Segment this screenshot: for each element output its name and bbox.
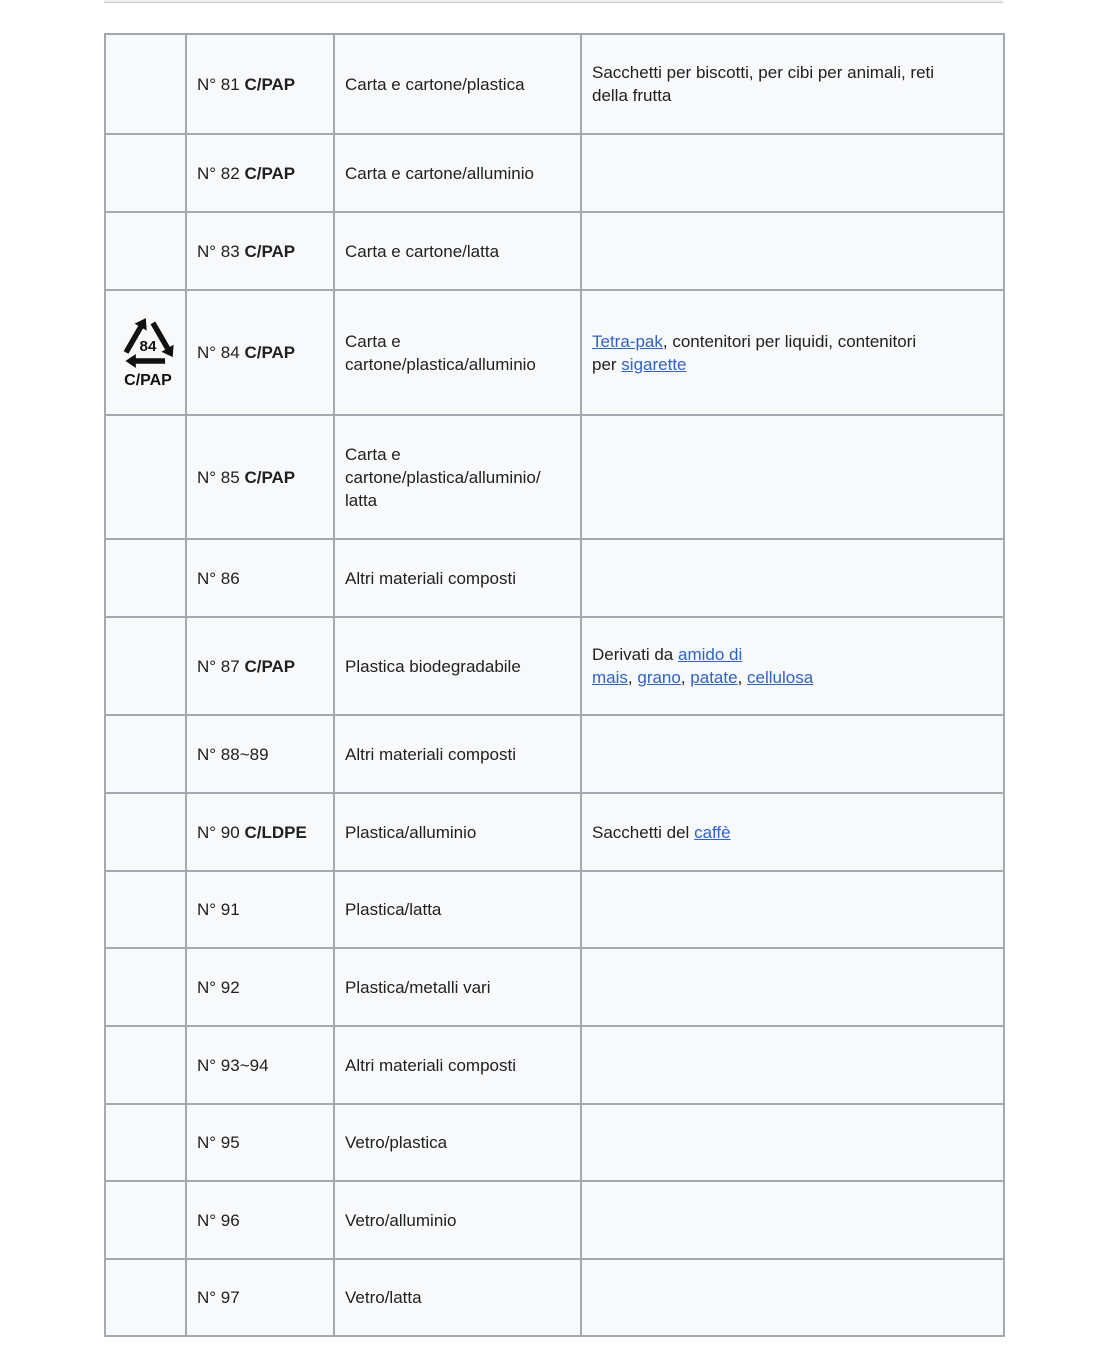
material-cell (334, 290, 581, 415)
recycling-number: 84 (139, 337, 157, 355)
code-number: N° 93~94 (197, 1055, 269, 1075)
code-number: N° 96 (197, 1210, 240, 1230)
code-number: N° 97 (197, 1288, 240, 1307)
code-number: N° 91 (197, 900, 240, 919)
examples-text: Sacchetti del (592, 822, 695, 842)
examples-text: della frutta (592, 86, 672, 105)
examples-cell (581, 1259, 1004, 1336)
symbol-cell (105, 617, 186, 715)
symbol-cell (105, 871, 186, 948)
code-number: N° 87 (197, 656, 245, 676)
material-cell (334, 793, 581, 871)
material-text: Plastica/metalli vari (345, 977, 491, 997)
examples-cell (581, 539, 1004, 617)
code-number: N° 84 (197, 343, 245, 362)
code-cell (186, 290, 334, 415)
symbol-cell (105, 793, 186, 871)
examples-cell (581, 617, 1004, 715)
code-cell (186, 715, 334, 793)
material-cell (334, 1181, 581, 1259)
code-cell (186, 793, 334, 871)
material-text: Carta e (345, 444, 401, 464)
code-cell (186, 1026, 334, 1104)
material-cell (334, 1259, 581, 1336)
recycling-icon (116, 315, 180, 371)
table-row (105, 415, 1004, 539)
table-row (105, 290, 1004, 415)
examples-cell (581, 1181, 1004, 1259)
material-text: cartone/plastica/alluminio/ (345, 467, 541, 487)
table-row (105, 715, 1004, 793)
symbol-cell (105, 415, 186, 539)
link-grano[interactable]: grano (637, 668, 681, 687)
symbol-cell (105, 134, 186, 212)
code-number: N° 82 (197, 163, 245, 183)
table-row (105, 871, 1004, 948)
symbol-cell (105, 948, 186, 1026)
material-text: Vetro/latta (345, 1288, 422, 1307)
material-text: cartone/plastica/alluminio (345, 354, 536, 374)
examples-cell (581, 415, 1004, 539)
material-text: Carta e (345, 331, 401, 351)
code-number: N° 86 (197, 568, 240, 588)
code-cell (186, 34, 334, 134)
code-cell (186, 617, 334, 715)
code-abbrev: C/PAP (244, 241, 296, 261)
material-text: Altri materiali composti (345, 744, 516, 764)
link-sigarette[interactable]: sigarette (621, 354, 687, 374)
examples-text: , (627, 668, 638, 687)
table-row (105, 1181, 1004, 1259)
examples-text: , (737, 668, 748, 687)
examples-cell (581, 871, 1004, 948)
table-row (105, 539, 1004, 617)
link-tetra-pak[interactable]: Tetra-pak (592, 331, 663, 351)
material-text: Vetro/plastica (345, 1133, 448, 1152)
table-row (105, 34, 1004, 134)
code-cell (186, 415, 334, 539)
symbol-cell (105, 34, 186, 134)
code-number: N° 92 (197, 977, 240, 997)
symbol-cell (105, 290, 186, 415)
examples-text: , (680, 668, 691, 687)
code-abbrev: C/PAP (244, 656, 296, 676)
material-text: Carta e cartone/latta (345, 241, 500, 261)
examples-cell (581, 134, 1004, 212)
cropped-previous-table-edge (104, 0, 1003, 3)
examples-cell (581, 1104, 1004, 1181)
code-cell (186, 1104, 334, 1181)
code-cell (186, 1181, 334, 1259)
recycling-label: C/PAP (124, 371, 172, 389)
link-caffe[interactable]: caffè (694, 822, 731, 842)
symbol-cell (105, 1026, 186, 1104)
material-text: Carta e cartone/alluminio (345, 163, 534, 183)
material-cell (334, 715, 581, 793)
material-cell (334, 212, 581, 290)
code-number: N° 85 (197, 467, 245, 487)
table-row (105, 1026, 1004, 1104)
table-row (105, 1259, 1004, 1336)
material-text: Carta e cartone/plastica (345, 74, 525, 94)
link-patate[interactable]: patate (690, 668, 738, 687)
examples-cell (581, 793, 1004, 871)
material-text: Vetro/alluminio (345, 1210, 457, 1230)
material-cell (334, 415, 581, 539)
material-cell (334, 1104, 581, 1181)
table-row (105, 948, 1004, 1026)
material-cell (334, 34, 581, 134)
link-cellulosa[interactable]: cellulosa (747, 668, 814, 687)
material-text: Altri materiali composti (345, 568, 516, 588)
examples-cell (581, 290, 1004, 415)
link-amido-di[interactable]: amido di (677, 645, 743, 664)
examples-cell (581, 948, 1004, 1026)
material-cell (334, 871, 581, 948)
symbol-cell (105, 715, 186, 793)
examples-text: per (592, 354, 622, 374)
material-text: Plastica/latta (345, 900, 442, 919)
recycling-symbol-84-cpap (116, 315, 180, 390)
material-cell (334, 948, 581, 1026)
code-abbrev: C/PAP (244, 163, 296, 183)
examples-text: Derivati da (592, 645, 678, 664)
symbol-cell (105, 1104, 186, 1181)
examples-text: Sacchetti per biscotti, per cibi per animali, reti (592, 63, 935, 82)
examples-text: , contenitori per liquidi, contenitori (662, 331, 917, 351)
examples-cell (581, 1026, 1004, 1104)
material-cell (334, 1026, 581, 1104)
code-number: N° 95 (197, 1133, 240, 1152)
code-abbrev: C/PAP (244, 343, 296, 362)
table-row (105, 134, 1004, 212)
code-number: N° 81 (197, 74, 245, 94)
code-cell (186, 871, 334, 948)
code-cell (186, 134, 334, 212)
code-cell (186, 212, 334, 290)
material-text: Plastica biodegradabile (345, 656, 521, 676)
material-cell (334, 134, 581, 212)
symbol-cell (105, 1259, 186, 1336)
code-abbrev: C/PAP (244, 467, 296, 487)
material-text: Altri materiali composti (345, 1055, 516, 1075)
code-number: N° 88~89 (197, 744, 269, 764)
code-abbrev: C/LDPE (244, 822, 307, 842)
material-cell (334, 617, 581, 715)
code-cell (186, 948, 334, 1026)
code-number: N° 90 (197, 822, 245, 842)
examples-cell (581, 715, 1004, 793)
symbol-cell (105, 539, 186, 617)
examples-cell (581, 34, 1004, 134)
link-mais[interactable]: mais (592, 668, 628, 687)
table-row (105, 793, 1004, 871)
code-cell (186, 539, 334, 617)
table-row (105, 617, 1004, 715)
symbol-cell (105, 212, 186, 290)
recycling-codes-table (104, 33, 1005, 1337)
material-text: latta (345, 490, 378, 510)
code-abbrev: C/PAP (244, 74, 296, 94)
table-row (105, 1104, 1004, 1181)
table-row (105, 212, 1004, 290)
material-cell (334, 539, 581, 617)
code-cell (186, 1259, 334, 1336)
material-text: Plastica/alluminio (345, 822, 477, 842)
symbol-cell (105, 1181, 186, 1259)
code-number: N° 83 (197, 241, 245, 261)
examples-cell (581, 212, 1004, 290)
